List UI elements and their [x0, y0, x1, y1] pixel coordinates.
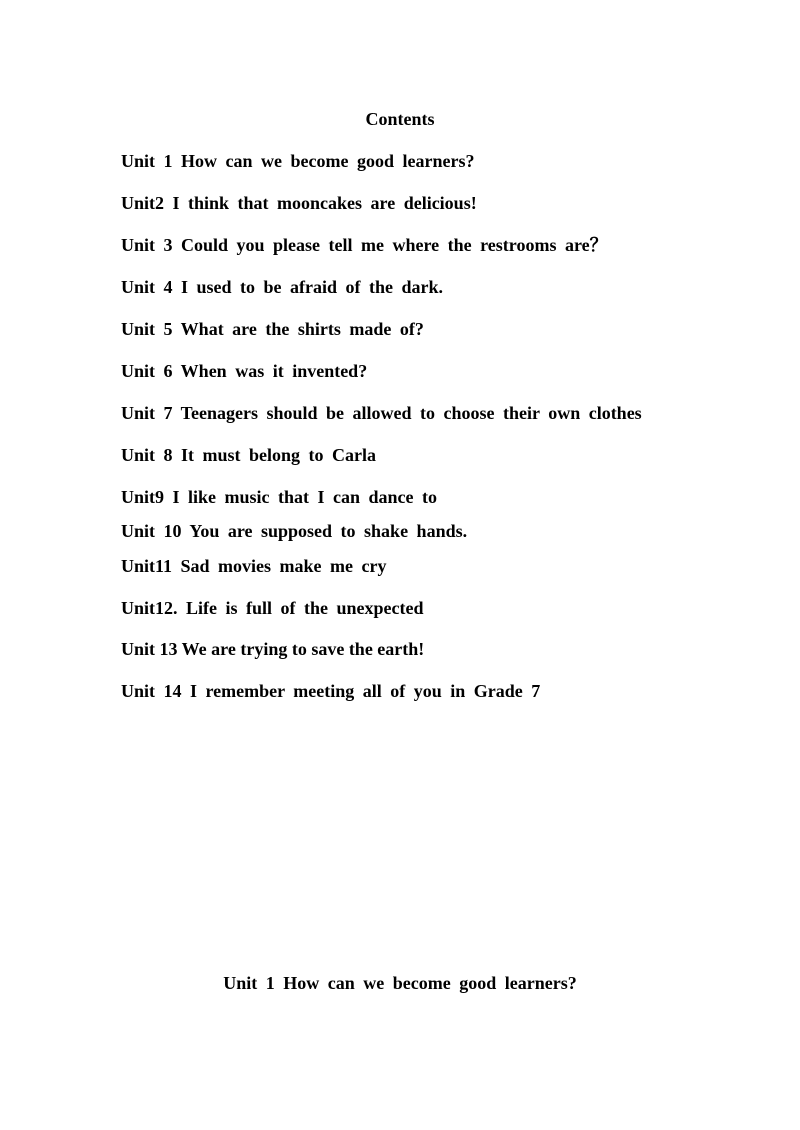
contents-entry-unit-8: Unit 8 It must belong to Carla: [121, 445, 377, 465]
contents-entry-unit-12: Unit12. Life is full of the unexpected: [121, 598, 424, 618]
contents-entry-unit-3: Unit 3 Could you please tell me where the restrooms are？: [121, 235, 608, 255]
contents-title: Contents: [365, 109, 435, 129]
contents-entry-unit-6: Unit 6 When was it invented?: [121, 361, 368, 381]
contents-entry-unit-13: Unit 13 We are trying to save the earth!: [121, 639, 425, 659]
contents-entry-unit-11: Unit11 Sad movies make me cry: [121, 556, 387, 576]
contents-entry-unit-4: Unit 4 I used to be afraid of the dark.: [121, 277, 444, 297]
contents-entry-unit-10: Unit 10 You are supposed to shake hands.: [121, 521, 468, 541]
contents-entry-unit-5: Unit 5 What are the shirts made of?: [121, 319, 424, 339]
contents-entry-unit-14: Unit 14 I remember meeting all of you in Grade 7: [121, 681, 541, 701]
contents-entry-unit-2: Unit2 I think that mooncakes are delicious!: [121, 193, 477, 213]
contents-entry-unit-1: Unit 1 How can we become good learners?: [121, 151, 475, 171]
contents-entry-unit-7: Unit 7 Teenagers should be allowed to choose their own clothes: [121, 403, 642, 423]
unit-1-heading: Unit 1 How can we become good learners?: [223, 973, 577, 993]
contents-entry-unit-9: Unit9 I like music that I can dance to: [121, 487, 438, 507]
